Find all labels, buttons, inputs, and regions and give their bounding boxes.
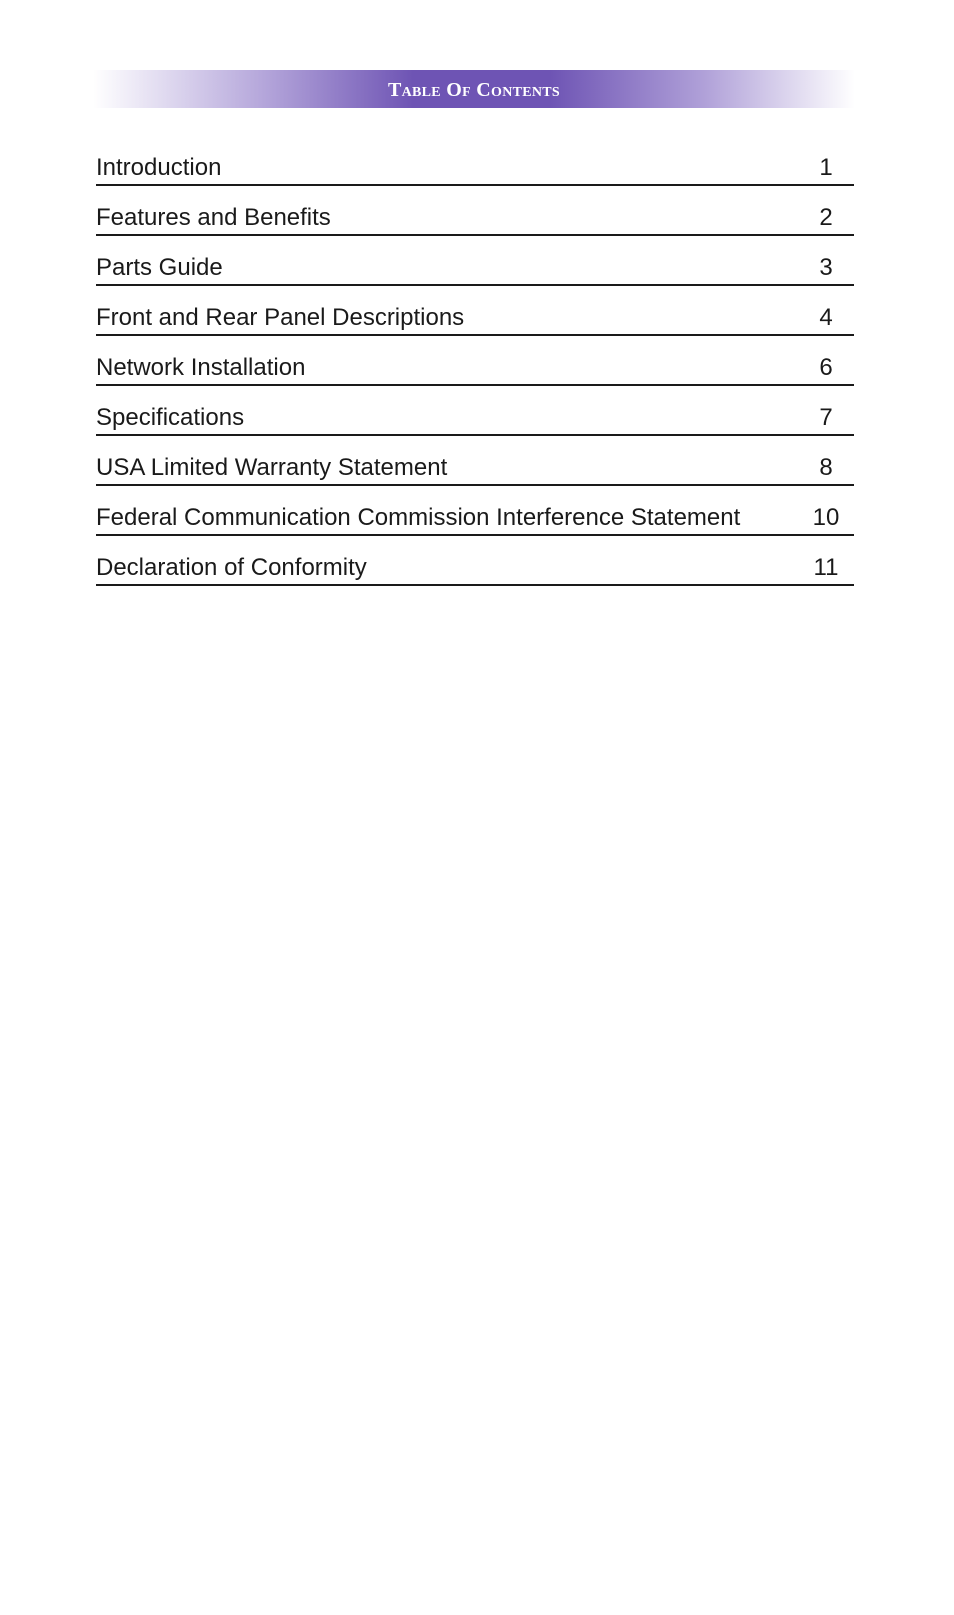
toc-entry[interactable]: [96, 338, 854, 386]
toc-list: [96, 138, 854, 588]
toc-entry-label: Introduction: [96, 154, 222, 181]
toc-entry-page: 4: [819, 304, 833, 331]
toc-entry-page: 1: [819, 154, 833, 181]
toc-header-band: [93, 70, 855, 108]
toc-entry-page: 3: [819, 254, 833, 281]
toc-entry-page: 7: [819, 404, 833, 431]
toc-entry[interactable]: [96, 138, 854, 186]
toc-entry-label: Declaration of Conformity: [96, 554, 367, 581]
toc-entry[interactable]: [96, 388, 854, 436]
toc-entry[interactable]: [96, 438, 854, 486]
toc-entry-page: 10: [812, 504, 840, 531]
toc-entry[interactable]: [96, 538, 854, 586]
toc-entry[interactable]: [96, 238, 854, 286]
toc-entry-page: 11: [813, 554, 839, 581]
toc-entry-label: Specifications: [96, 404, 245, 431]
toc-entry-page: 8: [819, 454, 833, 481]
toc-entry[interactable]: [96, 288, 854, 336]
toc-entry-label: Features and Benefits: [96, 204, 331, 231]
toc-entry[interactable]: [96, 488, 854, 536]
toc-entry-page: 2: [819, 204, 833, 231]
toc-entry-label: Parts Guide: [96, 254, 223, 281]
toc-entry-label: Front and Rear Panel Descriptions: [96, 304, 465, 331]
toc-entry-page: 6: [819, 354, 833, 381]
toc-title: Table Of Contents: [387, 79, 561, 101]
toc-entry-label: Network Installation: [96, 354, 306, 381]
toc-entry[interactable]: [96, 188, 854, 236]
toc-entry-label: USA Limited Warranty Statement: [96, 454, 448, 481]
toc-entry-label: Federal Communication Commission Interference Statement: [96, 504, 741, 531]
